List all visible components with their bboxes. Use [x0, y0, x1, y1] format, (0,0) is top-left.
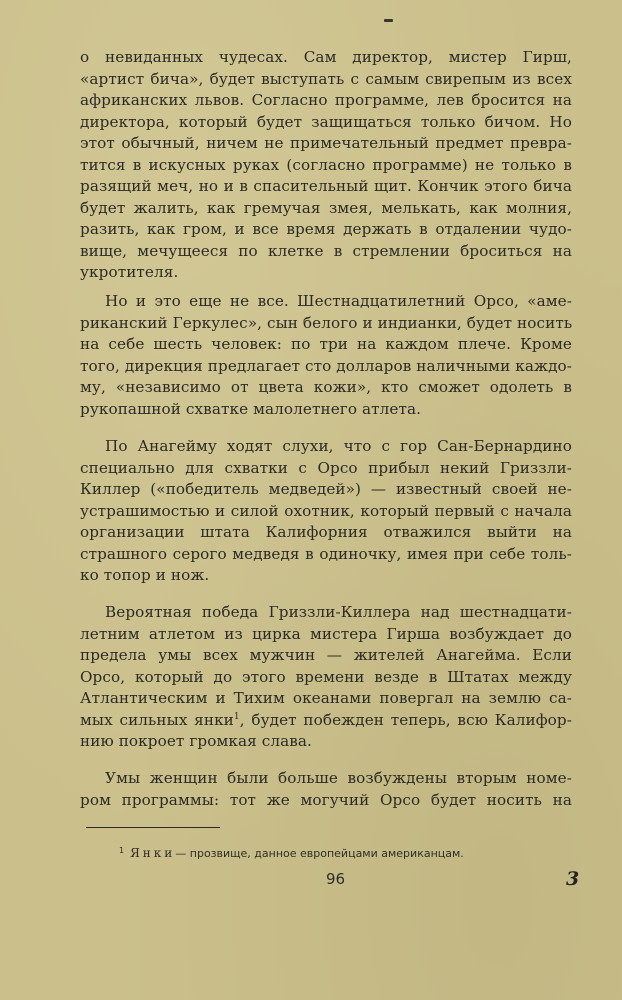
text-line: му, «независимо от цвета кожи», кто сможет одолеть в	[80, 378, 572, 396]
text-line: африканских львов. Согласно программе, лев бросится на	[80, 91, 572, 109]
text-line: мых сильных янки$^1$, будет побежден теперь, всю Калифор-	[80, 711, 572, 729]
text-line: Вероятная победа Гриззли-Киллера над шестнадцати-	[105, 603, 572, 621]
page-number: 96	[326, 870, 346, 888]
top-ink-mark	[384, 19, 393, 22]
text-line: «артист бича», будет выступать с самым свирепым из всех	[80, 70, 572, 88]
footnote	[119, 843, 464, 862]
text-line: нию покроет громкая слава.	[80, 732, 312, 750]
text-line: рукопашной схватке малолетнего атлета.	[80, 400, 422, 418]
text-line: Орсо, который до этого времени везде в Штатах между	[80, 668, 572, 686]
text-line: предела умы всех мужчин — жителей Анагейма. Если	[80, 646, 572, 664]
text-line: разящий меч, но и в спасительный щит. Кончик этого бича	[80, 177, 572, 195]
text-line: специально для схватки с Орсо прибыл некий Гриззли-	[80, 459, 572, 477]
text-line: вище, мечущееся по клетке в стремлении броситься на	[80, 242, 572, 260]
text-line: ко топор и нож.	[80, 566, 210, 584]
text-line: того, дирекция предлагает сто долларов наличными каждо-	[80, 357, 572, 375]
text-line: По Анагейму ходят слухи, что с гор Сан-Бернардино	[105, 437, 572, 455]
text-line: Но и это еще не все. Шестнадцатилетний Орсо, «аме-	[105, 292, 572, 310]
footnote-reference: 1	[233, 712, 240, 722]
printer-signature-mark: 3	[566, 868, 580, 890]
text-line: страшного серого медведя в одиночку, имея при себе толь-	[80, 545, 572, 563]
text-line: разить, как гром, и все время держать в отдалении чудо-	[80, 220, 572, 238]
text-line: Атлантическим и Тихим океанами повергал на землю са-	[80, 689, 572, 707]
text-line: устрашимостью и силой охотник, который первый с начала	[80, 502, 572, 520]
text-line: летним атлетом из цирка мистера Гирша возбуждает до	[80, 625, 572, 643]
text-line: о невиданных чудесах. Сам директор, мистер Гирш,	[80, 48, 572, 66]
text-line: директора, который будет защищаться только бичом. Но	[80, 113, 572, 131]
footnote-term: Янки	[130, 846, 176, 860]
text-line: этот обычный, ничем не примечательный предмет превра-	[80, 134, 572, 152]
text-line: укротителя.	[80, 263, 179, 281]
text-line: Киллер («победитель медведей») — известный своей не-	[80, 480, 572, 498]
text-line: организации штата Калифорния отважился выйти на	[80, 523, 572, 541]
text-line: на себе шесть человек: по три на каждом плече. Кроме	[80, 335, 572, 353]
text-line: Умы женщин были больше возбуждены вторым номе-	[105, 769, 572, 787]
footnote-text: — прозвище, данное европейцами американцам.	[175, 847, 464, 860]
footnote-marker: 1	[119, 846, 125, 855]
text-line: ром программы: тот же могучий Орсо будет носить на	[80, 791, 572, 809]
footnote-divider	[86, 827, 220, 828]
text-line: будет жалить, как гремучая змея, мелькать, как молния,	[80, 199, 572, 217]
text-line: риканский Геркулес», сын белого и индианки, будет носить	[80, 314, 573, 332]
text-line: тится в искусных руках (согласно программе) не только в	[80, 156, 572, 174]
